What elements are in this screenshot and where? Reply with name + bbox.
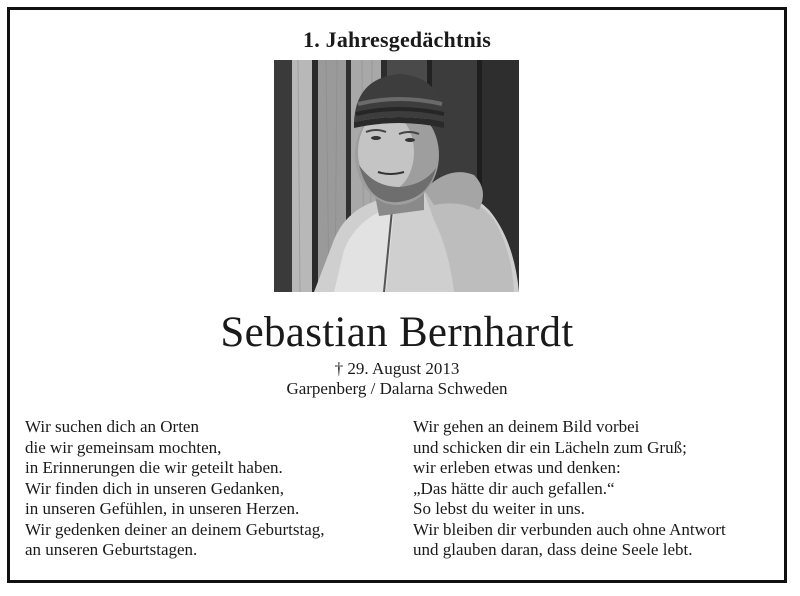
poem-line: So lebst du weiter in uns. <box>413 499 585 518</box>
anniversary-heading: 1. Jahresgedächtnis <box>303 27 491 52</box>
portrait-photo <box>274 60 519 292</box>
death-place: Garpenberg / Dalarna Schweden <box>286 379 508 398</box>
poem-line: die wir gemeinsam mochten, <box>25 437 222 457</box>
poem-line: Wir finden dich in unseren Gedanken, <box>25 478 284 498</box>
poem-line: Wir gehen an deinem Bild vorbei <box>413 417 640 436</box>
deceased-name: Sebastian Bernhardt <box>220 309 574 356</box>
poem-line: und glauben daran, dass deine Seele lebt. <box>413 540 693 559</box>
poem-line: Wir bleiben dir verbunden auch ohne Antwort <box>413 519 726 539</box>
poem-line: in unseren Gefühlen, in unseren Herzen. <box>25 499 300 518</box>
poem-line: wir erleben etwas und denken: <box>413 458 621 477</box>
obituary-frame <box>7 7 787 583</box>
poem-line: „Das hätte dir auch gefallen.“ <box>413 478 615 498</box>
death-info <box>10 359 784 399</box>
poem-line: in Erinnerungen die wir geteilt haben. <box>25 458 283 477</box>
poem-line: Wir suchen dich an Orten <box>25 417 199 436</box>
poem-line: und schicken dir ein Lächeln zum Gruß; <box>413 437 687 457</box>
poem-line: Wir gedenken deiner an deinem Geburtstag, <box>25 519 325 539</box>
poem-right-column <box>413 417 726 561</box>
poem-line: an unseren Geburtstagen. <box>25 540 198 559</box>
portrait-photo-icon <box>274 60 519 292</box>
poem-left-column <box>25 417 325 561</box>
death-date: † 29. August 2013 <box>334 359 460 378</box>
